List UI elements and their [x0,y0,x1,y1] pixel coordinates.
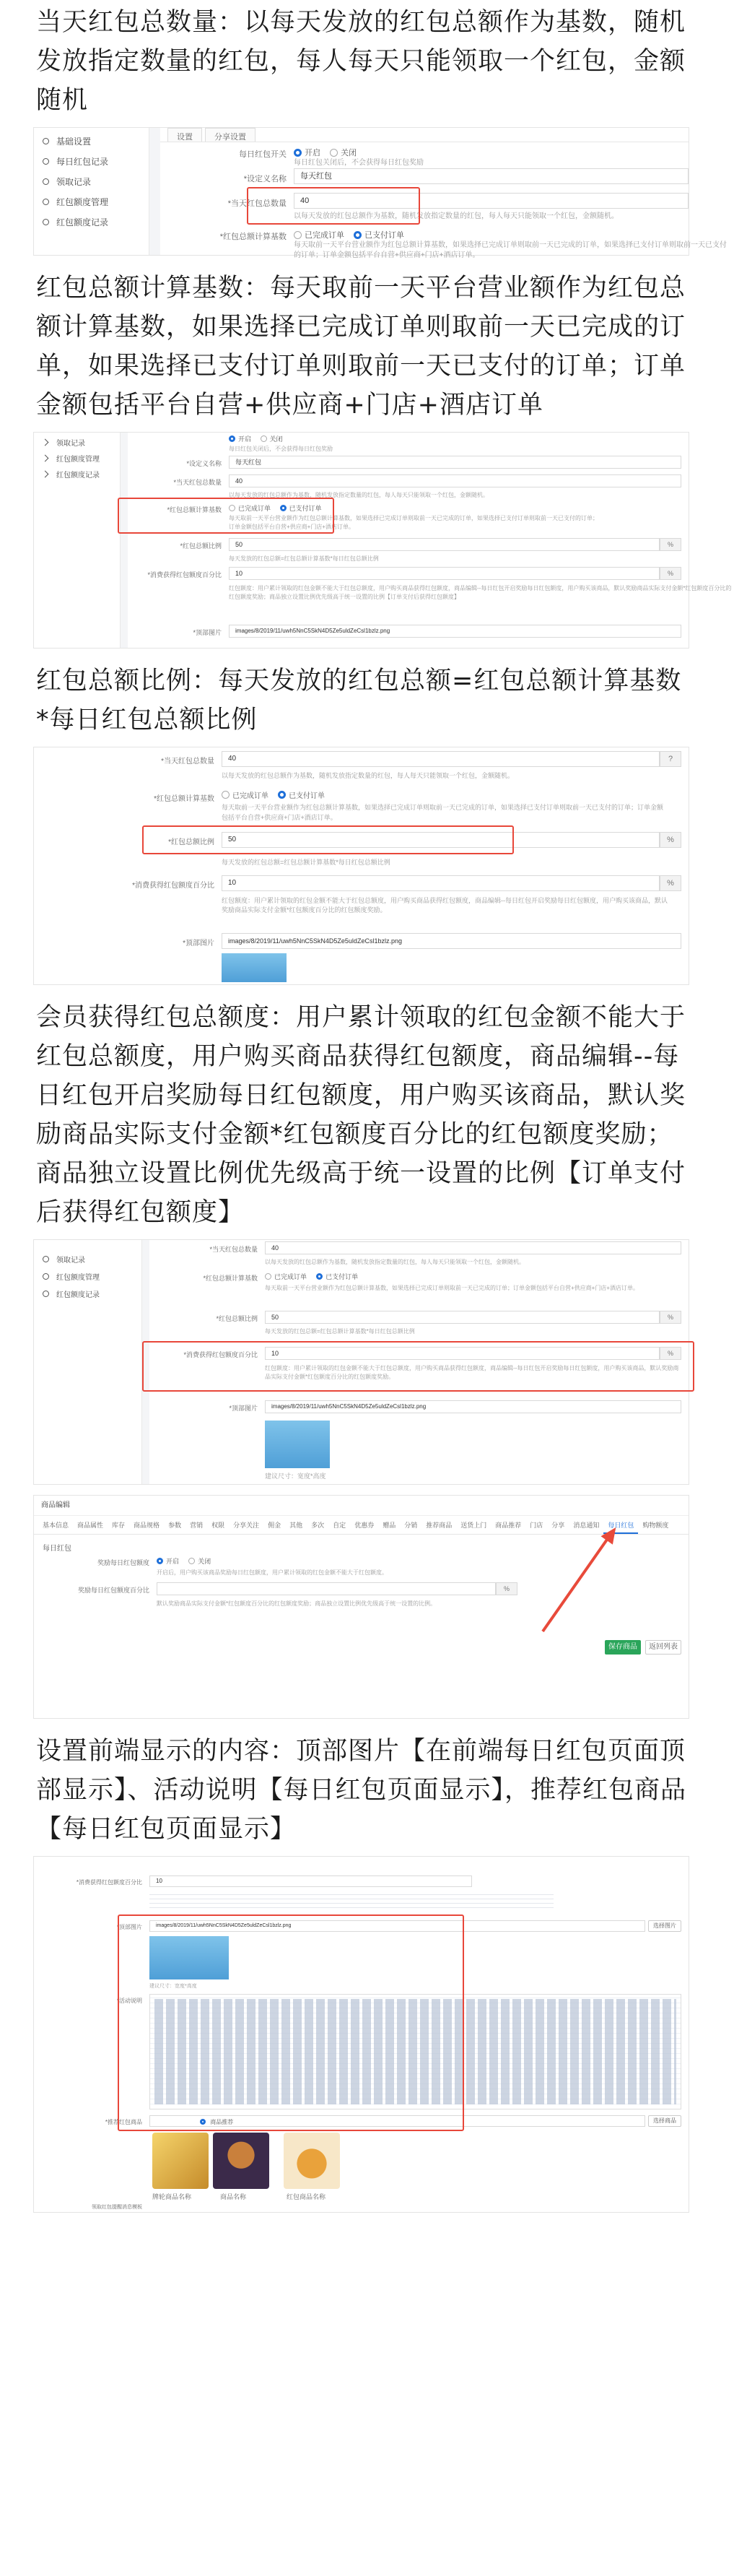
section3-screenshot [33,747,689,985]
switch-off-radio[interactable]: 关闭 [188,1556,211,1566]
sidebar [34,1240,142,1484]
name-input[interactable]: 每天红包 [229,456,681,469]
base-completed-radio[interactable]: 已完成订单 [222,789,268,800]
percent-addon: % [660,538,681,551]
chevron-right-icon [42,438,49,446]
switch-on-radio[interactable]: 开启 [294,147,320,158]
count-help: 以每天发放的红包总额作为基数，随机发放指定数量的红包，每人每天只能领取一个红包，金额随机。 [229,492,489,498]
ratio-help: 每天发放的红包总额=红包总额计算基数*每日红包总额比例 [229,555,379,562]
base-help-line2: 订单金额包括平台自营+供应商+门店+酒店订单。 [229,524,355,530]
highlight-box [118,498,334,534]
base-completed-radio[interactable]: 已完成订单 [265,1272,307,1281]
template-label-1: 领取红包提醒消息模板 [92,2205,142,2210]
section1-heading: 当天红包总数量：以每天发放的红包总额作为基数，随机发放指定数量的红包，每人每天只能领取一个红包，金额随机 [36,8,686,115]
section6-heading: 设置前端显示的内容：顶部图片【在前端每日红包页面顶部显示】、活动说明【每日红包页面显示】，推荐红包商品【每日红包页面显示】 [36,1737,687,1844]
switch-off-radio[interactable]: 关闭 [261,434,283,443]
section4-heading: 会员获得红包总额度：用户累计领取的红包金额不能大于红包总额度，用户购买商品获得红包额度，商品编辑--每日红包开启奖励每日红包额度，用户购买该商品，默认奖励商品实际支付金额*红包额度百分比的红包额度奖励；商品独立设置比例优先级高于统一设置的比例【订单支付后获得红包额度】 [36,1003,686,1227]
award-help: 红包额度：用户累计领取的红包金额不能大于红包总额度，用户购买商品获得红包额度，商品编辑--每日红包开启奖励每日红包额度，用户购买该商品，默认奖励商品实际支付金额*红包额度百分比的红包额度奖励；商品独立设置比例优先级高于统一设置的比例【订单支付后获得红包额度】 [229,585,732,600]
product-tab-16[interactable]: 送货上门 [460,1522,487,1529]
sidebar [34,433,121,648]
img-label: *顶部图片 [193,629,222,636]
settings-panel [128,433,732,648]
image-size-note: 建议尺寸：宽度*高度 [149,1984,197,1989]
switch-off-radio[interactable]: 关闭 [330,147,357,158]
base-help-line1: 每天取前一天平台营业额作为红包总额计算基数，如果选择已完成订单则取前一天已完成的订单，如果选择已支付订单则取前一天已支付的订单； [229,515,598,521]
img-label: *顶部图片 [116,1924,142,1930]
base-paid-radio[interactable]: 已支付订单 [316,1272,358,1281]
switch-on-radio[interactable]: 开启 [229,434,251,443]
highlight-box [142,1341,694,1392]
ratio-input[interactable]: 50 [265,1311,660,1324]
product-tab-19[interactable]: 分享 [551,1522,565,1529]
award-label: *消费获得红包额度百分比 [132,882,214,890]
product-tab-21[interactable]: 每日红包 [603,1516,638,1534]
sidebar-item-quota-manage[interactable]: 红包额度管理 [34,1267,141,1285]
subtitle: 每日红包 [43,1545,71,1553]
base-paid-radio[interactable]: 已支付订单 [354,229,404,240]
switch-on-radio[interactable]: 开启 [157,1556,179,1566]
count-input[interactable]: 40 [265,1241,681,1254]
award-help: 红包额度：用户累计领取的红包金额不能大于红包总额度，用户购买商品获得红包额度，商品编辑--每日红包开启奖励每日红包额度，用户购买该商品，默认奖励商品实际支付金额*红包额度百分比的红包额度奖励。 [222,897,668,914]
base-paid-radio[interactable]: 已支付订单 [280,503,322,513]
pct-input[interactable] [157,1582,496,1595]
switch-label: 奖励每日红包额度 [97,1559,149,1566]
switch-label: 每日红包开关 [239,150,287,159]
percent-addon: % [660,567,681,580]
percent-addon: % [660,875,681,891]
count-label: *当天红包总数量 [173,479,222,486]
ratio-help: 每天发放的红包总额=红包总额计算基数*每日红包总额比例 [222,859,390,866]
base-label: *红包总额计算基数 [203,1275,258,1282]
award-label: *消费获得红包额度百分比 [76,1879,142,1886]
count-input[interactable]: 40 [222,751,660,767]
img-input[interactable]: images/8/2019/11/uwh5NnC5SkN4D5Ze5uldZeCsl1bzlz.png [265,1400,681,1413]
percent-addon: % [660,1347,681,1360]
sidebar [34,128,149,255]
product-tab-7[interactable]: 分享关注 [233,1522,260,1529]
sidebar-item-basic[interactable]: 基础设置 [34,131,149,151]
product-tab-8[interactable]: 佣金 [268,1522,281,1529]
img-input[interactable]: images/8/2019/11/uwh5NnC5SkN4D5Ze5uldZeCsl1bzlz.png [149,1920,645,1932]
settings-panel [149,1240,689,1484]
name-label: *设定义名称 [243,175,287,183]
section1-screenshot [33,127,727,259]
tab-share[interactable]: 分享设置 [205,128,255,142]
product-tab-20[interactable]: 消息通知 [573,1522,600,1529]
pct-help: 默认奖励商品实际支付金额*红包额度百分比的红包额度奖励；商品独立设置比例优先级高于统一设置的比例。 [157,1600,437,1607]
choose-image-button[interactable]: 选择图片 [648,1920,681,1932]
rec-checkbox[interactable]: 商品推荐 [200,2118,233,2126]
img-input[interactable]: images/8/2019/11/uwh5NnC5SkN4D5Ze5uldZeCsl1bzlz.png [229,625,681,638]
sidebar-item-quota-manage[interactable]: 红包额度管理 [34,191,149,212]
percent-addon: % [660,1311,681,1324]
product-tab-13[interactable]: 赠品 [383,1522,396,1529]
circle-icon [43,1273,49,1280]
product-tab-bar [34,1516,689,1535]
product-tab-3[interactable]: 商品规格 [134,1522,160,1529]
product-tab-17[interactable]: 商品推荐 [495,1522,522,1529]
highlight-box [247,187,420,225]
name-label: *设定义名称 [186,460,222,467]
top-image-thumbnail [222,953,287,982]
section6-screenshot [33,1856,689,2213]
product-tab-10[interactable]: 多次 [311,1522,325,1529]
switch-help: 每日红包关闭后，不会获得每日红包奖励 [294,159,424,167]
sidebar-item-receive-record[interactable]: 领取记录 [34,1250,141,1267]
product-name-3: 红包商品名称 [287,2193,326,2200]
ratio-label: *红包总额比例 [180,542,222,550]
product-name-2: 商品名称 [220,2193,247,2200]
highlight-box [142,825,514,854]
product-tab-15[interactable]: 推荐商品 [426,1522,453,1529]
circle-icon [43,178,49,185]
tab-settings[interactable]: 设置 [167,128,202,142]
pointer-arrow [541,1531,613,1632]
image-size-note: 建议尺寸：宽度*高度 [265,1473,326,1480]
base-radios [222,789,332,801]
base-label: *红包总额计算基数 [219,233,287,241]
edit-title: 商品编辑 [41,1501,70,1509]
product-tab-9[interactable]: 其他 [289,1522,303,1529]
base-help: 每天取前一天平台营业额作为红包总额计算基数，如果选择已完成订单则取前一天已完成的订单，如果选择已支付订单则取前一天已支付的订单；订单金额包括平台自营+供应商+门店+酒店订单。 [294,241,727,259]
count-input[interactable]: 40 [229,474,681,487]
switch-radios [294,147,364,159]
base-label: *红包总额计算基数 [154,795,214,803]
img-label: *顶部图片 [229,1405,258,1412]
switch-radios [157,1556,218,1566]
sidebar-item-quota-manage[interactable]: 红包额度管理 [34,450,120,466]
settings-panel [160,128,727,259]
award-input[interactable]: 10 [222,875,660,891]
switch-radios [229,434,290,443]
product-card-2[interactable] [213,2133,269,2189]
base-completed-radio[interactable]: 已完成订单 [229,503,271,513]
award-input[interactable]: 10 [265,1347,660,1360]
edit-title-bar [34,1496,689,1516]
award-help: 红包额度：用户累计领取的红包金额不能大于红包总额度，用户购买商品获得红包额度，商品编辑--每日红包开启奖励每日红包额度，用户购买该商品，默认奖励商品实际支付金额*红包额度百分比的红包额度奖励。 [265,1365,679,1380]
circle-icon [43,1256,49,1262]
back-list-button[interactable]: 返回列表 [645,1640,681,1655]
ratio-label: *红包总额比例 [216,1315,258,1322]
count-help: 以每天发放的红包总额作为基数，随机发放指定数量的红包，每人每天只能领取一个红包，金额随机。 [265,1259,525,1265]
switch-help: 每日红包关闭后，不会获得每日红包奖励 [229,446,333,452]
product-tab-2[interactable]: 库存 [112,1522,126,1529]
product-tab-22[interactable]: 购物额度 [642,1522,669,1529]
award-input[interactable]: 10 [149,1875,472,1887]
chevron-right-icon [42,470,49,477]
img-label: *顶部图片 [183,940,214,947]
count-label: *当天红包总数量 [161,758,214,766]
base-help: 每天取前一天平台营业额作为红包总额计算基数，如果选择已完成订单则取前一天已完成的订单；订单金额包括平台自营+供应商+门店+酒店订单。 [265,1285,639,1291]
count-help: 以每天发放的红包总额作为基数，随机发放指定数量的红包，每人每天只能领取一个红包，金额随机。 [294,212,619,220]
sidebar-item-daily-record[interactable]: 每日红包记录 [34,151,149,171]
save-product-button[interactable]: 保存商品 [605,1640,641,1655]
product-tab-12[interactable]: 优惠券 [354,1522,375,1529]
award-help [149,1891,554,1912]
product-card-3[interactable] [284,2133,340,2189]
switch-help: 开启后，用户购买该商品奖励每日红包额度，用户累计领取的红包金额不能大于红包额度。 [157,1569,388,1576]
sidebar-item-quota-record[interactable]: 红包额度记录 [34,466,120,482]
circle-icon [43,199,49,205]
circle-icon [43,1291,49,1297]
base-radios [294,229,411,241]
highlight-box [118,1914,464,2131]
pct-label: 奖励每日红包额度百分比 [77,1587,149,1594]
percent-addon: % [660,832,681,848]
rec-label: *推荐红包商品 [105,2119,142,2125]
product-name-1: 牌轮商品名称 [152,2193,192,2200]
section5-screenshot [33,1495,689,1719]
product-tab-5[interactable]: 营销 [190,1522,204,1529]
product-tab-1[interactable]: 商品属性 [77,1522,104,1529]
product-tab-6[interactable]: 权限 [211,1522,225,1529]
count-input[interactable]: 40 [294,193,689,209]
product-tab-14[interactable]: 分销 [404,1522,418,1529]
circle-icon [43,138,49,144]
base-help: 每天取前一天平台营业额作为红包总额计算基数，如果选择已完成订单则取前一天已完成的订单，如果选择已支付订单则取前一天已支付的订单；订单金额包括平台自营+供应商+门店+酒店订单。 [222,804,664,821]
sidebar-item-quota-record[interactable]: 红包额度记录 [34,212,149,232]
base-paid-radio[interactable]: 已支付订单 [278,789,325,800]
settings-panel [34,747,689,984]
section4-screenshot [33,1239,689,1485]
ratio-input[interactable]: 50 [222,832,660,848]
settings-panel [34,1857,689,2212]
base-label: *红包总额计算基数 [167,506,222,513]
sidebar-item-receive-record[interactable]: 领取记录 [34,171,149,191]
desc-label: *活动说明 [116,1998,142,2004]
count-label: *当天红包总数量 [209,1246,258,1253]
product-tab-4[interactable]: 参数 [168,1522,182,1529]
top-image-thumbnail [265,1421,330,1468]
section2-screenshot [33,432,732,649]
circle-icon [43,158,49,165]
award-label: *消费获得红包额度百分比 [183,1351,258,1358]
section2-heading: 红包总额计算基数：每天取前一天平台营业额作为红包总额计算基数，如果选择已完成订单则取前一天已完成的订单，如果选择已支付订单则取前一天已支付的订单；订单金额包括平台自营+供应商+门店+酒店订单 [36,274,686,420]
circle-icon [43,219,49,225]
percent-addon: % [496,1582,517,1595]
product-card-1[interactable] [152,2133,209,2189]
award-label: *消费获得红包额度百分比 [147,571,222,578]
base-completed-radio[interactable]: 已完成订单 [294,229,344,240]
section3-heading: 红包总额比例：每天发放的红包总额=红包总额计算基数*每日红包总额比例 [36,667,682,734]
sidebar-item-receive-record[interactable]: 领取记录 [34,434,120,450]
count-help: 以每天发放的红包总额作为基数，随机发放指定数量的红包，每人每天只能领取一个红包，金额随机。 [222,772,515,779]
product-tab-11[interactable]: 自定 [333,1522,346,1529]
ratio-help: 每天发放的红包总额=红包总额计算基数*每日红包总额比例 [265,1328,415,1335]
tab-bar [160,128,689,142]
award-input[interactable]: 10 [229,567,660,580]
product-tab-18[interactable]: 门店 [530,1522,543,1529]
product-tab-0[interactable]: 基本信息 [43,1522,69,1529]
ratio-input[interactable]: 50 [229,538,660,551]
chevron-right-icon [42,454,49,461]
name-input[interactable]: 每天红包 [294,168,689,184]
choose-product-button[interactable]: 选择商品 [648,2115,681,2127]
base-radios [265,1272,365,1282]
img-input[interactable]: images/8/2019/11/uwh5NnC5SkN4D5Ze5uldZeCsl1bzlz.png [222,933,681,949]
sidebar-item-quota-record[interactable]: 红包额度记录 [34,1285,141,1302]
count-label: *当天红包总数量 [227,199,287,208]
ratio-label: *红包总额比例 [168,838,214,846]
help-addon: ? [660,751,681,767]
